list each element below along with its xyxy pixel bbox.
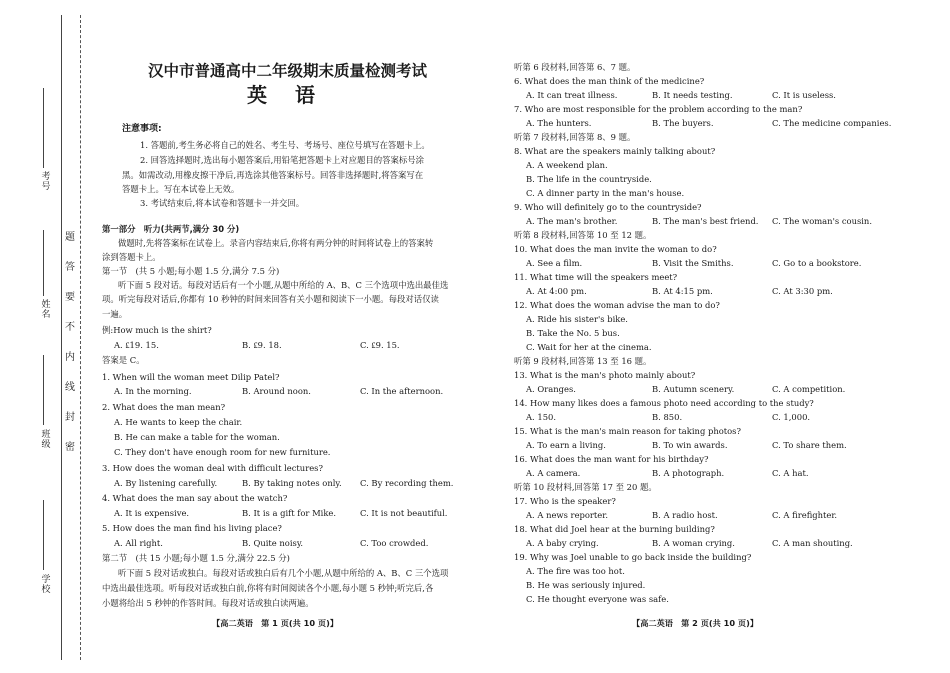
question-text: 4. What does the man say about the watch? (102, 493, 288, 503)
option: C. To share them. (772, 440, 847, 450)
notes-heading: 注意事项: (122, 124, 162, 134)
seal-warning-char: 答 (65, 262, 75, 273)
part1-intro-line: 涂到答题卡上。 (102, 252, 161, 262)
question-text: 15. What is the man's main reason for taking photos? (514, 426, 741, 436)
binding-line (61, 15, 62, 660)
seal-warning-char: 内 (65, 352, 75, 363)
option: A. See a film. (526, 258, 583, 268)
option: C. A man shouting. (772, 538, 853, 548)
option: A. A baby crying. (526, 538, 599, 548)
option: A. To earn a living. (526, 440, 606, 450)
material-instruction: 听第 10 段材料,回答第 17 至 20 题。 (514, 482, 657, 492)
section2-heading: 第二节 (共 15 小题;每小题 1.5 分,满分 22.5 分) (102, 553, 290, 563)
option: A. By listening carefully. (114, 478, 218, 488)
question-text: 18. What did Joel hear at the burning building? (514, 524, 715, 534)
question-text: 19. Why was Joel unable to go back inside the building? (514, 552, 752, 562)
option: B. A radio host. (652, 510, 718, 520)
example-option: C. ₤9. 15. (360, 340, 400, 350)
page-footer-2: 【高二英语 第 2 页(共 10 页)】 (632, 618, 759, 628)
question-text: 7. Who are most responsible for the problem according to the man? (514, 104, 803, 114)
part1-heading: 第一部分 听力(共两节,满分 30 分) (102, 224, 240, 234)
option: C. By recording them. (360, 478, 454, 488)
fill-line-xuexiao (43, 500, 44, 570)
seal-line (80, 15, 81, 660)
option: C. It is useless. (772, 90, 836, 100)
example-option: B. ₤9. 18. (242, 340, 282, 350)
option: B. It is a gift for Mike. (242, 508, 337, 518)
option: C. The medicine companies. (772, 118, 892, 128)
example-option: A. ₤19. 15. (114, 340, 159, 350)
option: C. Wait for her at the cinema. (526, 342, 652, 352)
option: B. A woman crying. (652, 538, 735, 548)
option: C. It is not beautiful. (360, 508, 448, 518)
question-text: 8. What are the speakers mainly talking about? (514, 146, 716, 156)
question-text: 12. What does the woman advise the man to do? (514, 300, 720, 310)
option: B. It needs testing. (652, 90, 733, 100)
option: A. All right. (114, 538, 163, 548)
seal-warning-char: 封 (65, 412, 75, 423)
notes-line: 2. 回答选择题时,选出每小题答案后,用铅笔把答题卡上对应题目的答案标号涂 (140, 155, 424, 165)
part1-intro-line: 做题时,先将答案标在试卷上。录音内容结束后,你将有两分钟的时间将试卷上的答案转 (118, 238, 434, 248)
option: C. The woman's cousin. (772, 216, 872, 226)
option: B. He was seriously injured. (526, 580, 646, 590)
option: A. He wants to keep the chair. (114, 417, 243, 427)
question-text: 6. What does the man think of the medicine? (514, 76, 705, 86)
option: A. A camera. (526, 468, 581, 478)
option: C. He thought everyone was safe. (526, 594, 669, 604)
option: B. Visit the Smiths. (652, 258, 734, 268)
notes-line: 答题卡上。写在本试卷上无效。 (122, 184, 240, 194)
option: C. A firefighter. (772, 510, 838, 520)
option: B. The man's best friend. (652, 216, 759, 226)
option: A. It is expensive. (114, 508, 190, 518)
notes-line: 1. 答题前,考生务必将自己的姓名、考生号、考场号、座位号填写在答题卡上。 (140, 140, 430, 150)
option: B. The life in the countryside. (526, 174, 652, 184)
question-text: 14. How many likes does a famous photo need according to the study? (514, 398, 814, 408)
question-text: 9. Who will definitely go to the countryside? (514, 202, 702, 212)
label-banji: 班级 (41, 430, 51, 450)
fill-line-banji (43, 355, 44, 425)
option: A. At 4:00 pm. (526, 286, 587, 296)
option: A. A news reporter. (526, 510, 608, 520)
option: A. Oranges. (526, 384, 576, 394)
section2-intro-line: 小题将给出 5 秒钟的作答时间。每段对话或独白读两遍。 (102, 598, 314, 608)
option: B. Take the No. 5 bus. (526, 328, 620, 338)
option: A. The hunters. (526, 118, 592, 128)
option: B. At 4:15 pm. (652, 286, 713, 296)
section2-intro-line: 听下面 5 段对话或独白。每段对话或独白后有几个小题,从题中所给的 A、B、C 三个选项 (118, 568, 449, 578)
option: B. Quite noisy. (242, 538, 304, 548)
notes-line: 黑。如需改动,用橡皮擦干净后,再选涂其他答案标号。回答非选择题时,将答案写在 (122, 170, 424, 180)
option: B. Autumn scenery. (652, 384, 735, 394)
option: A. It can treat illness. (526, 90, 618, 100)
exam-title: 汉中市普通高中二年级期末质量检测考试 (148, 62, 428, 80)
option: C. At 3:30 pm. (772, 286, 833, 296)
material-instruction: 听第 9 段材料,回答第 13 至 16 题。 (514, 356, 652, 366)
option: A. Ride his sister's bike. (526, 314, 628, 324)
fill-line-xingming (43, 230, 44, 296)
subject-title: 英语 (247, 83, 343, 107)
question-text: 10. What does the man invite the woman to do? (514, 244, 717, 254)
label-xuexiao: 学校 (41, 575, 51, 595)
option: B. To win awards. (652, 440, 728, 450)
example-question: 例:How much is the shirt? (102, 325, 212, 335)
question-text: 3. How does the woman deal with difficult lectures? (102, 463, 323, 473)
seal-warning-char: 要 (65, 292, 75, 303)
option: A. 150. (526, 412, 557, 422)
section1-intro-line: 一遍。 (102, 309, 128, 319)
question-text: 11. What time will the speakers meet? (514, 272, 678, 282)
option: B. Around noon. (242, 386, 311, 396)
option: B. He can make a table for the woman. (114, 432, 280, 442)
seal-warning-char: 线 (65, 382, 75, 393)
option: A. In the morning. (114, 386, 192, 396)
question-text: 17. Who is the speaker? (514, 496, 616, 506)
option: C. Go to a bookstore. (772, 258, 862, 268)
question-text: 2. What does the man mean? (102, 402, 226, 412)
binding-strip (0, 0, 85, 673)
option: C. A competition. (772, 384, 846, 394)
option: B. The buyers. (652, 118, 714, 128)
label-xingming: 姓名 (41, 300, 51, 320)
example-answer: 答案是 C。 (102, 355, 145, 365)
section2-intro-line: 中选出最佳选项。听每段对话或独白前,你将有时间阅读各个小题,每小题 5 秒钟;听完后,各 (102, 583, 434, 593)
section1-intro-line: 项。听完每段对话后,你都有 10 秒钟的时间来回答有关小题和阅读下一小题。每段对话仅读 (102, 294, 439, 304)
option: C. Too crowded. (360, 538, 429, 548)
option: A. A weekend plan. (526, 160, 608, 170)
option: B. 850. (652, 412, 683, 422)
option: A. The fire was too hot. (526, 566, 625, 576)
question-text: 1. When will the woman meet Dilip Patel? (102, 372, 280, 382)
fill-line-kaohao (43, 88, 44, 168)
seal-warning-char: 不 (65, 322, 75, 333)
question-text: 13. What is the man's photo mainly about? (514, 370, 696, 380)
question-text: 16. What does the man want for his birthday? (514, 454, 709, 464)
seal-warning-char: 密 (65, 442, 75, 453)
section1-heading: 第一节 (共 5 小题;每小题 1.5 分,满分 7.5 分) (102, 266, 280, 276)
material-instruction: 听第 6 段材料,回答第 6、7 题。 (514, 62, 636, 72)
question-text: 5. How does the man find his living place? (102, 523, 282, 533)
option: C. In the afternoon. (360, 386, 444, 396)
option: B. By taking notes only. (242, 478, 342, 488)
seal-warning-char: 题 (65, 232, 75, 243)
option: C. 1,000. (772, 412, 811, 422)
option: C. A dinner party in the man's house. (526, 188, 685, 198)
page-footer-1: 【高二英语 第 1 页(共 10 页)】 (212, 618, 339, 628)
material-instruction: 听第 7 段材料,回答第 8、9 题。 (514, 132, 636, 142)
label-kaohao: 考号 (41, 172, 51, 192)
option: A. The man's brother. (526, 216, 618, 226)
option: B. A photograph. (652, 468, 725, 478)
material-instruction: 听第 8 段材料,回答第 10 至 12 题。 (514, 230, 652, 240)
section1-intro-line: 听下面 5 段对话。每段对话后有一个小题,从题中所给的 A、B、C 三个选项中选出最佳选 (118, 280, 449, 290)
option: C. A hat. (772, 468, 809, 478)
option: C. They don't have enough room for new furniture. (114, 447, 331, 457)
notes-line: 3. 考试结束后,将本试卷和答题卡一并交回。 (140, 198, 305, 208)
